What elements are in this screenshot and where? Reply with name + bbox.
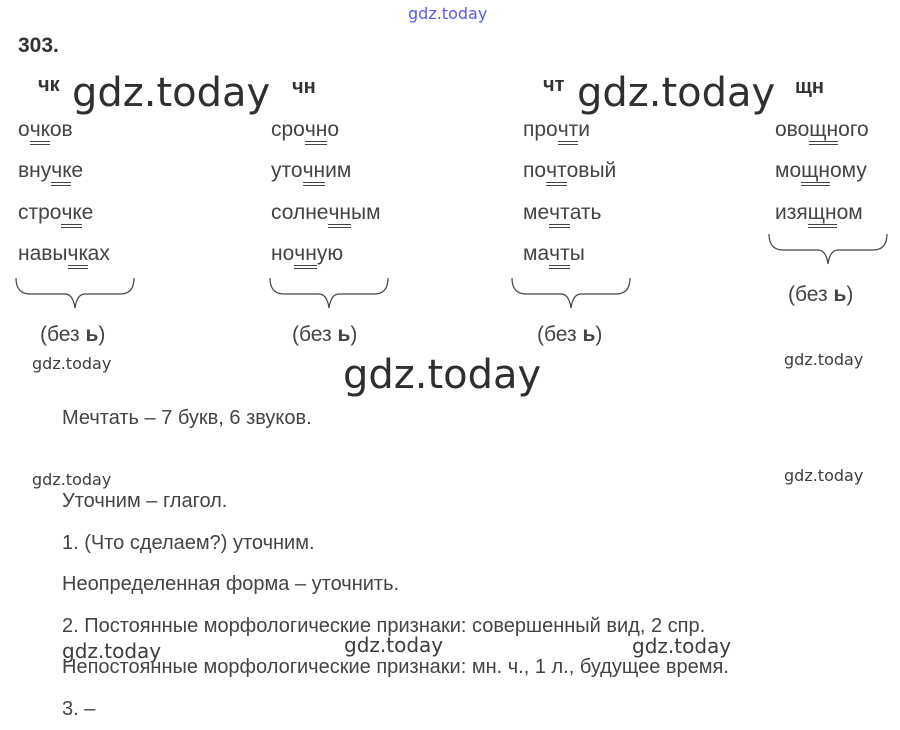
word-item: очков	[18, 118, 73, 141]
word-item: срочно	[271, 118, 340, 141]
watermark-small: gdz.today	[784, 466, 864, 485]
watermark-header-right: gdz.today	[577, 70, 776, 116]
brace-column-4	[767, 232, 889, 266]
text-line-infinitive: Неопределенная форма – уточнить.	[62, 573, 400, 595]
watermark-center: gdz.today	[343, 352, 542, 398]
brace-column-2	[268, 276, 390, 310]
note-no-soft-sign: (без ь)	[788, 283, 854, 306]
word-item: мечтать	[523, 201, 602, 224]
word-item: строчке	[18, 201, 94, 224]
text-line-variable-features: Непостоянные морфологические признаки: мн. ч., 1 л., будущее время.	[62, 656, 729, 678]
watermark-small: gdz.today	[32, 470, 112, 489]
note-no-soft-sign: (без ь)	[292, 323, 358, 346]
word-item: мощному	[775, 159, 867, 182]
column-header-chn: чн	[292, 76, 316, 98]
note-no-soft-sign: (без ь)	[40, 323, 106, 346]
column-header-shchn: щн	[795, 76, 824, 98]
word-item: почтовый	[523, 159, 617, 182]
text-line-question: 1. (Что сделаем?) уточним.	[62, 532, 315, 554]
brace-column-1	[14, 276, 136, 310]
brace-column-3	[510, 276, 632, 310]
watermark-header-left: gdz.today	[72, 70, 271, 116]
word-item: внучке	[18, 159, 84, 182]
word-item: овощного	[775, 118, 869, 141]
word-item: изящном	[775, 201, 863, 224]
word-item: солнечным	[271, 201, 381, 224]
text-line-sounds: Мечтать – 7 букв, 6 звуков.	[62, 407, 312, 429]
note-no-soft-sign: (без ь)	[537, 323, 603, 346]
word-item: мачты	[523, 242, 585, 265]
word-item: ночную	[271, 242, 344, 265]
watermark-top: gdz.today	[408, 4, 488, 23]
watermark-mid: gdz.today	[62, 639, 162, 663]
watermark-small: gdz.today	[32, 354, 112, 373]
text-line-part-of-speech: Уточним – глагол.	[62, 490, 228, 512]
word-item: прочти	[523, 118, 591, 141]
text-line-role: 3. –	[62, 698, 96, 720]
watermark-mid: gdz.today	[632, 634, 732, 658]
column-header-cht: чт	[543, 74, 565, 96]
word-item: уточним	[271, 159, 352, 182]
column-header-chk: чк	[38, 74, 60, 96]
watermark-mid: gdz.today	[344, 633, 444, 657]
word-item: навычках	[18, 242, 110, 265]
text-line-constant-features: 2. Постоянные морфологические признаки: совершенный вид, 2 спр.	[62, 615, 706, 637]
watermark-small: gdz.today	[784, 350, 864, 369]
exercise-number: 303.	[18, 34, 59, 57]
